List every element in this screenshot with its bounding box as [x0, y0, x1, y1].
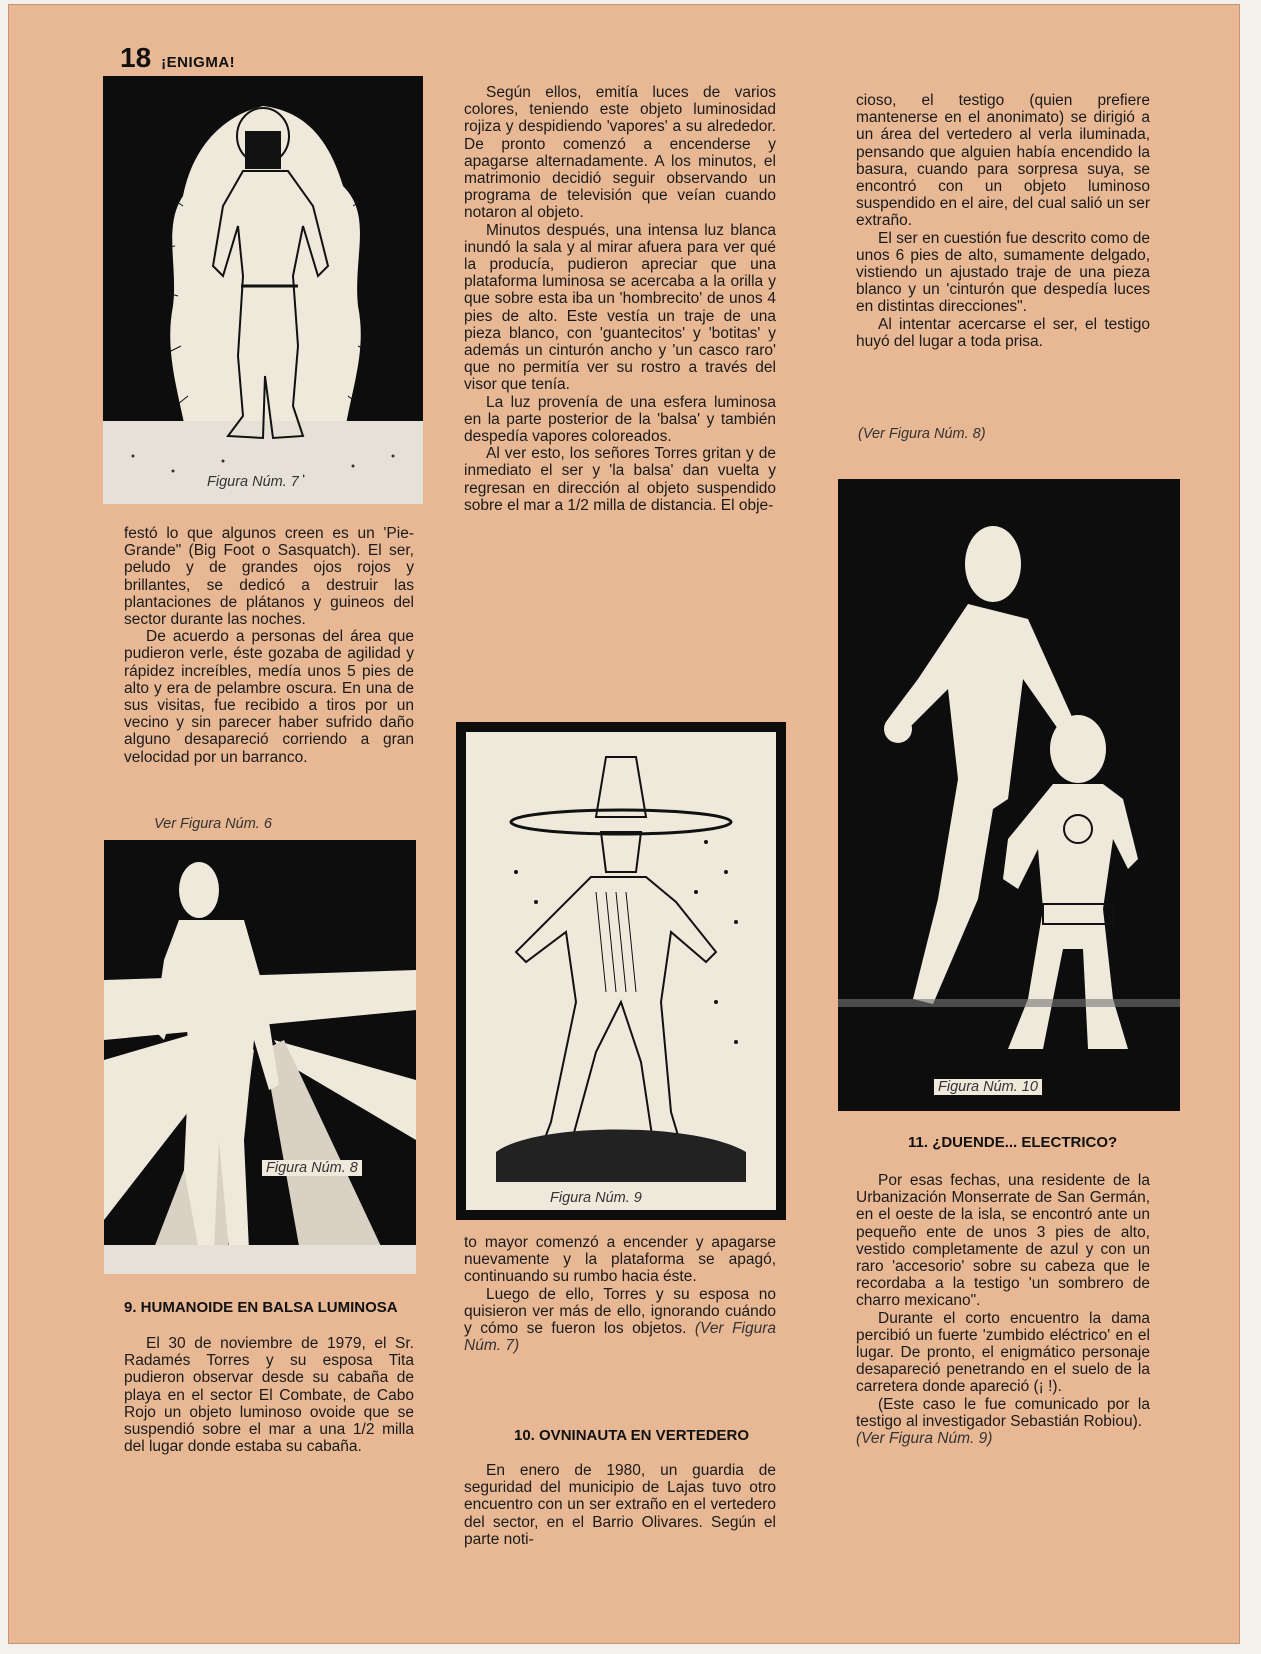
figure-8-illustration	[104, 840, 416, 1274]
figure-9-reference: (Ver Figura Núm. 9)	[856, 1430, 993, 1448]
figure-6-reference: Ver Figura Núm. 6	[154, 816, 272, 832]
light-beam-figure-drawing	[104, 840, 416, 1274]
col3-paragraph-2: El ser en cuestión fue descrito como de unos 6 pies de alto, sumamente delgado, vistiendo un ajustado traje de una pieza blanco y un 'cinturón que despedía luces en distintas direcciones".	[856, 229, 1150, 316]
col3-paragraph-4: Por esas fechas, una residente de la Urbanización Monserrate de San Germán, en el oeste de la isla, se encontró ante un pequeño ente de unos 3 pies de alto, vestido completamente de azul y con un raro 'accesorio' sobre su cabeza que le recordaba a la testigo 'un sombrero de charro mexicano".	[856, 1172, 1150, 1310]
col2-paragraph-6-text: Luego de ello, Torres y su esposa no quisieron ver más de ello, ignorando cuándo y cómo se fueron los objetos.	[464, 1285, 776, 1338]
col3-paragraph-5: Durante el corto encuentro la dama percibió un fuerte 'zumbido eléctrico' en el lugar. De pronto, el enigmático personaje desapareció penetrando en el suelo de la carretera donde apareció (¡ !).	[856, 1309, 1150, 1396]
column-2-text-final	[464, 1462, 776, 1548]
col2-paragraph-4: Al ver esto, los señores Torres gritan y de inmediato el ser y 'la balsa' dan vuelta y regresan en dirección al objeto suspendido sobre el mar a 1/2 milla de distancia. El obje-	[464, 445, 776, 514]
figure-9-caption: Figura Núm. 9	[546, 1190, 646, 1206]
figure-7-reference: (Ver Figura Núm. 7)	[464, 1320, 776, 1355]
two-beings-drawing	[838, 479, 1180, 1111]
heading-section-11: 11. ¿DUENDE... ELECTRICO?	[908, 1134, 1118, 1151]
col3-paragraph-3: Al intentar acercarse el ser, el testigo huyó del lugar a toda prisa.	[856, 315, 1150, 350]
heading-section-10: 10. OVNINAUTA EN VERTEDERO	[514, 1427, 750, 1444]
helmeted-figure-drawing	[103, 76, 423, 504]
page-header	[120, 42, 235, 74]
page-number: 18	[120, 42, 152, 73]
column-2-text-top	[464, 84, 776, 514]
col2-paragraph-2: Minutos después, una intensa luz blanca inundó la sala y al mirar afuera para ver qué la producía, pudieron apreciar que una plataforma luminosa se acercaba a la orilla y que sobre esta iba un 'hombrecito' de unos 4 pies de alto. Este vestía un traje de una pieza blanco, con 'guantecitos' y 'botitas' y además un cinturón ancho y 'un casco raro' que no permitía ver su rostro a través del visor que tenía.	[464, 221, 776, 394]
column-1-text	[124, 525, 414, 766]
col2-paragraph-5: to mayor comenzó a encender y apagarse nuevamente y la plataforma se apagó, continuando su rumbo hacia éste.	[464, 1234, 776, 1286]
column-3-text-bottom	[856, 1172, 1150, 1447]
figure-7-illustration	[103, 76, 423, 504]
col3-paragraph-6: (Este caso le fue comunicado por la testigo al investigador Sebastián Robiou).	[856, 1395, 1150, 1430]
col2-paragraph-3: La luz provenía de una esfera luminosa en la parte posterior de la 'balsa' y también despedía vapores coloreados.	[464, 393, 776, 446]
hatted-figure-drawing	[456, 722, 786, 1220]
figure-8-caption: Figura Núm. 8	[262, 1160, 362, 1176]
figure-8-reference: (Ver Figura Núm. 8)	[858, 426, 986, 442]
col1-paragraph-3: El 30 de noviembre de 1979, el Sr. Radamés Torres y su esposa Tita pudieron observar desde su cabaña de playa en el sector El Combate, de Cabo Rojo un objeto luminoso ovoide que se suspendió sobre el mar a una 1/2 milla del lugar donde estaba su cabaña.	[124, 1335, 414, 1456]
col1-paragraph-1: festó lo que algunos creen es un 'Pie-Grande" (Big Foot o Sasquatch). El ser, peludo y de grandes ojos rojos y brillantes, se dedicó a destruir las plantaciones de plátanos y guineos del sector durante las noches.	[124, 525, 414, 629]
heading-section-9: 9. HUMANOIDE EN BALSA LUMINOSA	[124, 1299, 398, 1316]
col2-paragraph-7: En enero de 1980, un guardia de seguridad del municipio de Lajas tuvo otro encuentro con un ser extraño en el vertedero del sector, en el Barrio Olivares. Según el parte noti-	[464, 1462, 776, 1548]
col2-paragraph-6	[464, 1286, 776, 1355]
column-1-text-bottom	[124, 1335, 414, 1455]
col3-paragraph-1: cioso, el testigo (quien prefiere mantenerse en el anonimato) se dirigió a un área del vertedero al verla iluminada, pensando que alguien había encendido la basura, cuando para sorpresa suya, se encontró con un objeto luminoso suspendido en el aire, del cual salió un ser extraño.	[856, 92, 1150, 230]
col1-paragraph-2: De acuerdo a personas del área que pudieron verle, éste gozaba de agilidad y rápidez increíbles, medía unos 5 pies de alto y era de pelambre oscura. En una de sus visitas, fue recibido a tiros por un vecino y sin parecer haber sufrido daño alguno desapareció corriendo a gran velocidad por un barranco.	[124, 628, 414, 766]
column-2-text-bottom	[464, 1234, 776, 1354]
column-3-text-top	[856, 92, 1150, 350]
figure-9-illustration	[456, 722, 786, 1220]
figure-10-illustration	[838, 479, 1180, 1111]
col2-paragraph-1: Según ellos, emitía luces de varios colores, teniendo este objeto luminosidad rojiza y despidiendo 'vapores' a su alrededor. De pronto comenzó a encenderse y apagarse alternadamente. A los minutos, el matrimonio decidió seguir observando un programa de televisión que veían cuando notaron al objeto.	[464, 84, 776, 222]
magazine-title: ¡ENIGMA!	[161, 54, 236, 71]
figure-10-caption: Figura Núm. 10	[934, 1079, 1042, 1095]
figure-7-caption: Figura Núm. 7	[203, 474, 303, 490]
magazine-page	[8, 4, 1240, 1644]
